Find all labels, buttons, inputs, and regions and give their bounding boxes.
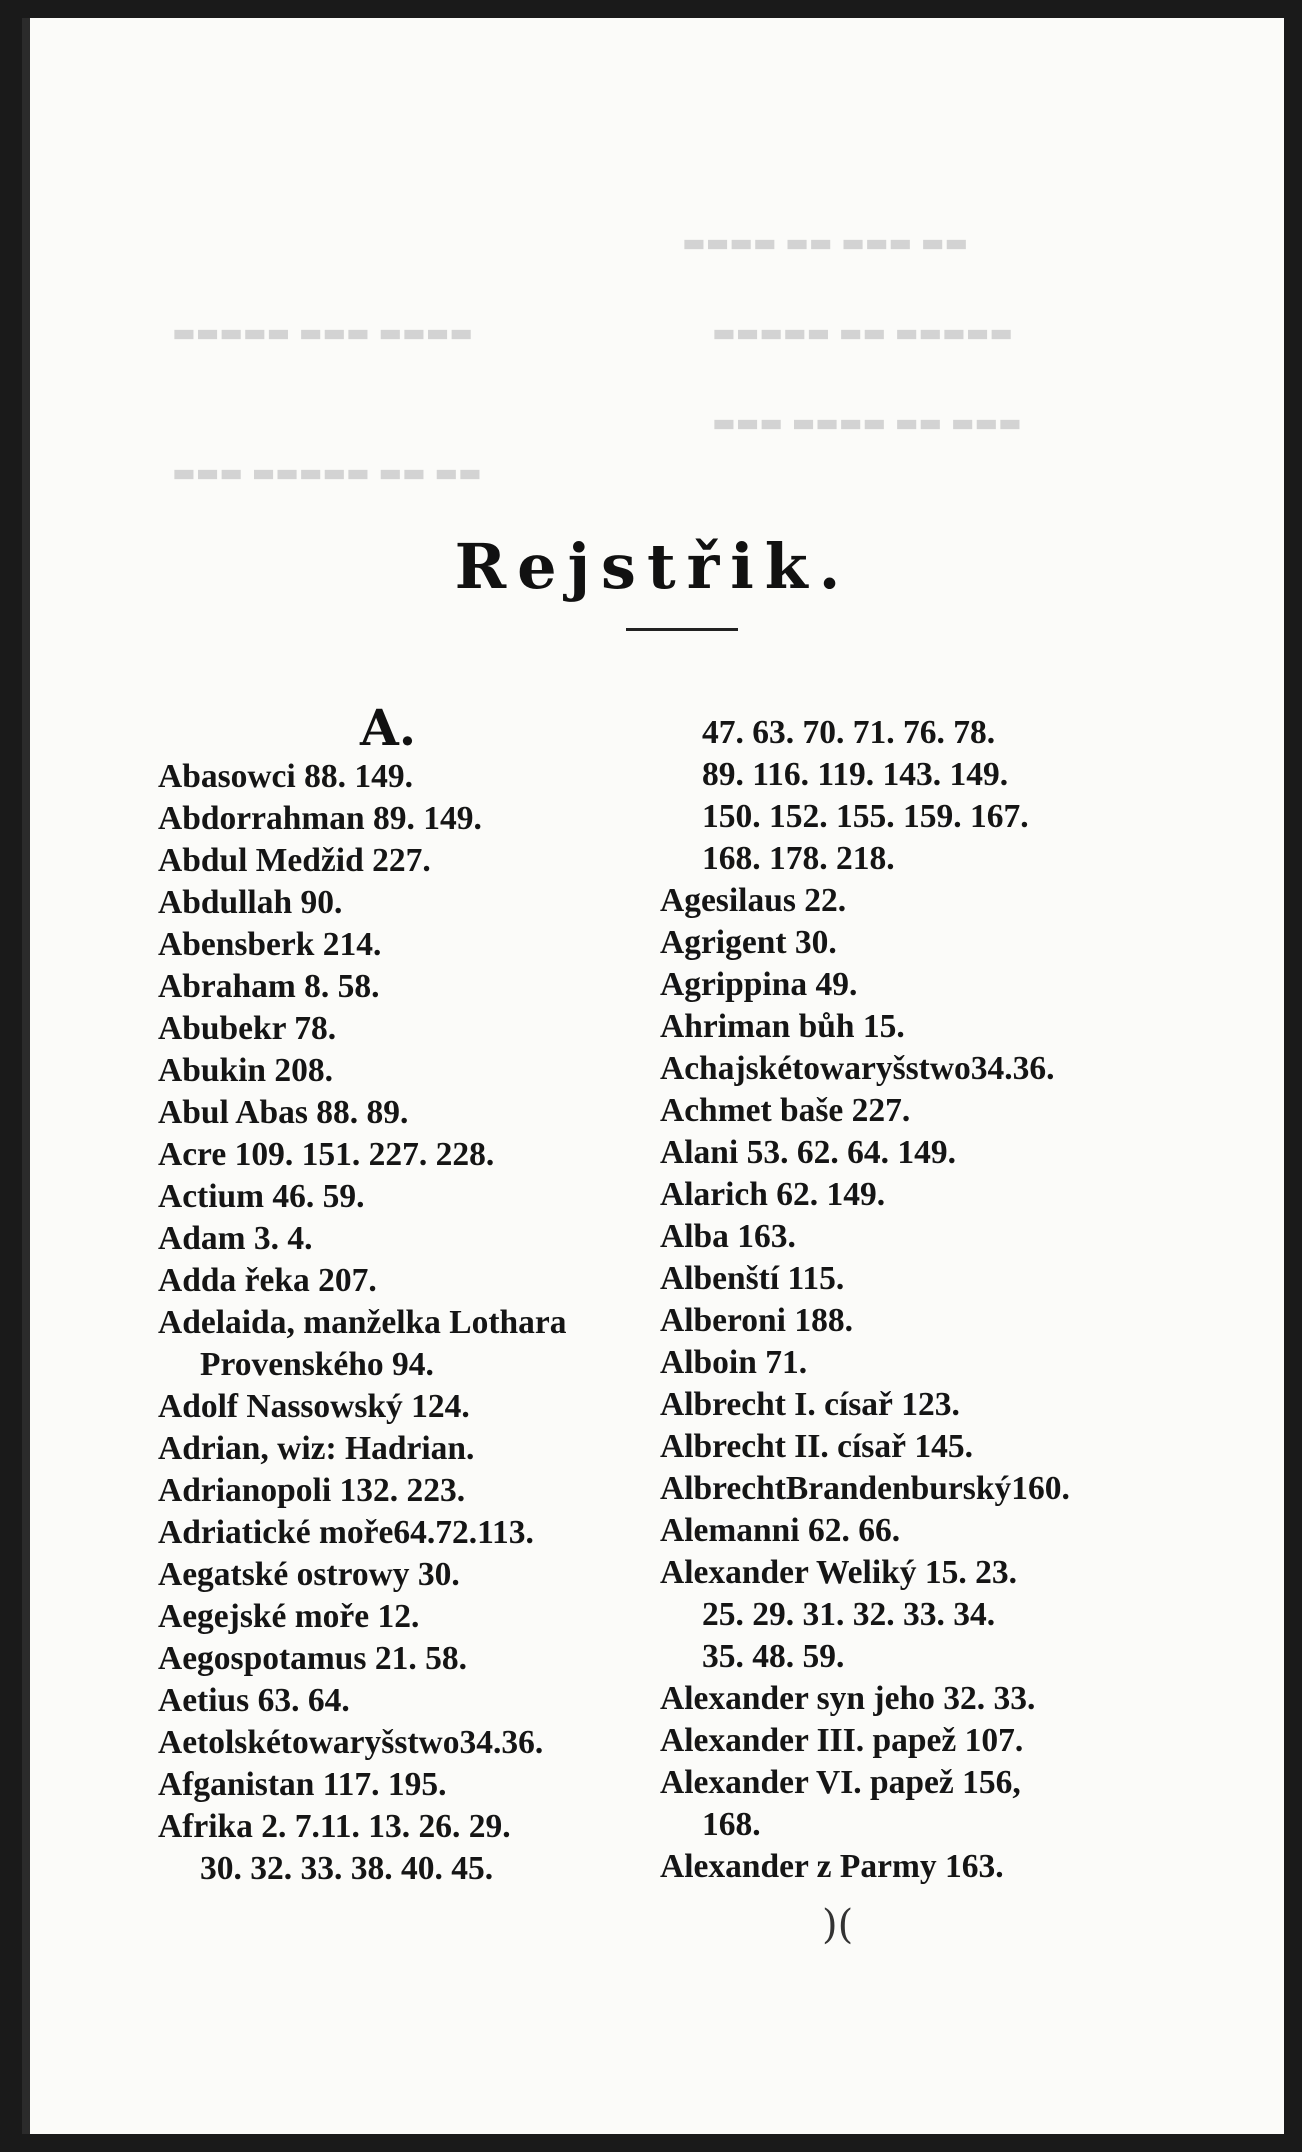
section-letter: A. <box>360 698 417 757</box>
index-entry: Abraham 8. 58. <box>158 968 380 1005</box>
index-entry: Albrecht I. císař 123. <box>660 1386 960 1423</box>
index-entry: Abdorrahman 89. 149. <box>158 800 482 837</box>
index-entry: Achajskétowaryšstwo34.36. <box>660 1050 1055 1087</box>
index-entry: Alexander z Parmy 163. <box>660 1848 1004 1885</box>
index-entry: Adrian, wiz: Hadrian. <box>158 1430 475 1467</box>
index-entry: Abul Abas 88. 89. <box>158 1094 409 1131</box>
index-entry: Abasowci 88. 149. <box>158 758 413 795</box>
index-entry: Acre 109. 151. 227. 228. <box>158 1136 495 1173</box>
index-entry: Agrippina 49. <box>660 966 858 1003</box>
printer-ornament: )( <box>822 1902 854 1948</box>
index-entry: Agesilaus 22. <box>660 882 847 919</box>
index-entry: Abdul Medžid 227. <box>158 842 431 879</box>
index-column-left <box>158 756 567 1890</box>
page-title: Rejstřik. <box>454 530 852 603</box>
bleed-through-text: ▬▬▬▬ ▬▬ ▬▬▬ ▬▬ <box>682 228 968 257</box>
index-entry: Abukin 208. <box>158 1052 334 1089</box>
index-entry: Achmet baše 227. <box>660 1092 911 1129</box>
index-entry: Agrigent 30. <box>660 924 837 961</box>
index-page <box>22 18 1284 2134</box>
index-entry: Aegatské ostrowy 30. <box>158 1556 460 1593</box>
bleed-through-text: ▬▬▬ ▬▬▬▬▬ ▬▬ ▬▬ <box>172 458 482 487</box>
index-entry: Alexander III. papež 107. <box>660 1722 1024 1759</box>
index-entry: AlbrechtBrandenburský160. <box>660 1470 1070 1507</box>
index-entry: Adelaida, manželka Lothara <box>158 1304 567 1341</box>
index-entry-continuation: 168. <box>702 1806 761 1843</box>
bleed-through-text: ▬▬▬ ▬▬▬▬ ▬▬ ▬▬▬ <box>712 408 1022 437</box>
index-entry: Adda řeka 207. <box>158 1262 377 1299</box>
index-entry: Afrika 2. 7.11. 13. 26. 29. <box>158 1808 511 1845</box>
index-entry: Albrecht II. císař 145. <box>660 1428 973 1465</box>
index-entry-continuation: 168. 178. 218. <box>702 840 895 877</box>
index-entry-continuation: 150. 152. 155. 159. 167. <box>702 798 1029 835</box>
title-rule <box>626 628 738 631</box>
index-entry: Alboin 71. <box>660 1344 808 1381</box>
index-entry: Afganistan 117. 195. <box>158 1766 447 1803</box>
bleed-through-text: ▬▬▬▬▬ ▬▬ ▬▬▬▬▬ <box>712 318 1013 347</box>
index-entry: Aetius 63. 64. <box>158 1682 350 1719</box>
index-column-right <box>660 712 1070 1888</box>
index-entry-continuation: Provenského 94. <box>200 1346 434 1383</box>
index-entry: Alemanni 62. 66. <box>660 1512 901 1549</box>
index-entry-continuation: 30. 32. 33. 38. 40. 45. <box>200 1850 494 1887</box>
index-entry: Aegospotamus 21. 58. <box>158 1640 467 1677</box>
index-entry: Adriatické moře64.72.113. <box>158 1514 534 1551</box>
index-entry-continuation: 89. 116. 119. 143. 149. <box>702 756 1009 793</box>
index-entry: Abdullah 90. <box>158 884 343 921</box>
index-entry: Adam 3. 4. <box>158 1220 313 1257</box>
index-entry: Adrianopoli 132. 223. <box>158 1472 466 1509</box>
index-entry: Ahriman bůh 15. <box>660 1008 905 1045</box>
index-entry-continuation: 25. 29. 31. 32. 33. 34. <box>702 1596 996 1633</box>
index-entry: Aegejské moře 12. <box>158 1598 420 1635</box>
index-entry: Alexander VI. papež 156, <box>660 1764 1021 1801</box>
index-entry: Alberoni 188. <box>660 1302 853 1339</box>
book-spine-shadow <box>22 18 30 2134</box>
index-entry: Actium 46. 59. <box>158 1178 365 1215</box>
index-entry: Alba 163. <box>660 1218 796 1255</box>
bleed-through-text: ▬▬▬▬▬ ▬▬▬ ▬▬▬▬ <box>172 318 473 347</box>
index-entry: Alarich 62. 149. <box>660 1176 886 1213</box>
index-entry: Alani 53. 62. 64. 149. <box>660 1134 956 1171</box>
index-entry-continuation: 47. 63. 70. 71. 76. 78. <box>702 714 996 751</box>
index-entry: Abensberk 214. <box>158 926 382 963</box>
index-entry: Albenští 115. <box>660 1260 845 1297</box>
index-entry: Adolf Nassowský 124. <box>158 1388 470 1425</box>
index-entry-continuation: 35. 48. 59. <box>702 1638 845 1675</box>
index-entry: Alexander syn jeho 32. 33. <box>660 1680 1036 1717</box>
index-entry: Aetolskétowaryšstwo34.36. <box>158 1724 544 1761</box>
index-entry: Alexander Weliký 15. 23. <box>660 1554 1018 1591</box>
index-entry: Abubekr 78. <box>158 1010 337 1047</box>
